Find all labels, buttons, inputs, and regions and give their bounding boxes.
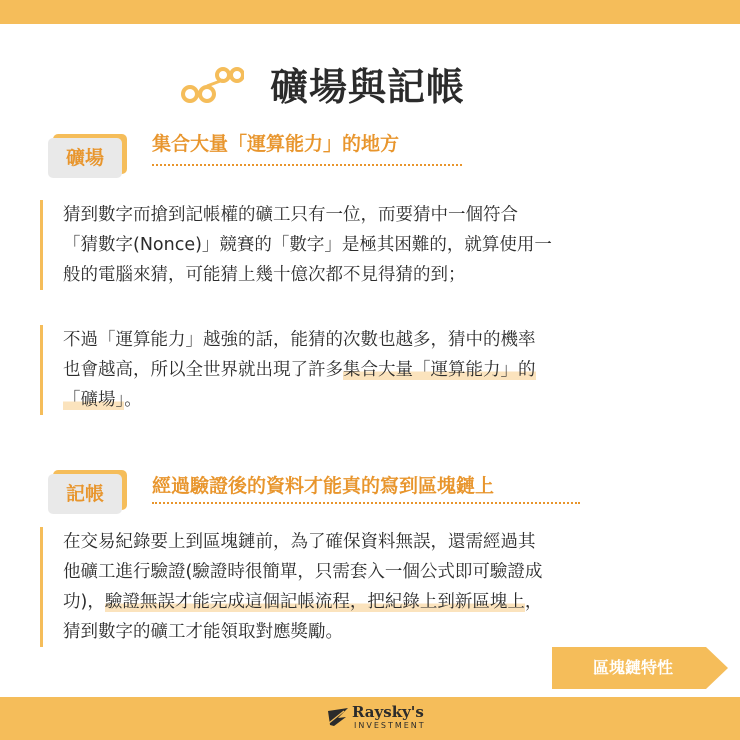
paragraph-mining-2 [40, 325, 730, 415]
text-segment: 功)， [63, 592, 105, 612]
section-subtitle-mining: 集合大量「運算能力」的地方 [152, 133, 400, 155]
brand-logo [326, 703, 426, 735]
text-line: 般的電腦來猜，可能猜上幾十億次都不見得猜的到； [63, 265, 466, 285]
paragraph-mining-1 [40, 200, 730, 290]
highlighted-text: 集合大量「運算能力」的 [343, 360, 536, 380]
feather-icon [326, 705, 350, 729]
text-line: 「猜數字(Nonce)」競賽的「數字」是極其困難的，就算使用一 [63, 235, 552, 255]
text-segment: 也會越高，所以全世界就出現了許多 [63, 360, 343, 380]
section-tag-label: 記帳 [65, 483, 104, 505]
text-line: 在交易紀錄要上到區塊鏈前，為了確保資料無誤，還需經過其 [63, 532, 536, 552]
brand-subtitle: INVESTMENT [354, 721, 426, 730]
paragraph-bookkeeping [40, 527, 730, 647]
next-topic-button[interactable] [552, 647, 728, 689]
chain-link-icon [178, 62, 244, 108]
section-tag-mining [48, 138, 122, 178]
section-tag-label: 礦場 [65, 147, 104, 169]
text-line: 猜到數字而搶到記帳權的礦工只有一位，而要猜中一個符合 [63, 205, 518, 225]
next-topic-label: 區塊鏈特性 [592, 658, 673, 677]
page-title: 礦場與記帳 [270, 65, 466, 109]
text-segment: 。 [124, 390, 142, 410]
text-segment: ， [524, 592, 543, 612]
section-tag-bookkeeping [48, 474, 122, 514]
text-line: 他礦工進行驗證(驗證時很簡單，只需套入一個公式即可驗證成 [63, 562, 543, 582]
top-accent-bar [0, 0, 740, 24]
text-line: 不過「運算能力」越強的話，能猜的次數也越多，猜中的機率 [63, 330, 536, 350]
brand-name: Raysky's [352, 703, 424, 721]
dotted-divider [152, 502, 580, 504]
section-subtitle-bookkeeping: 經過驗證後的資料才能真的寫到區塊鏈上 [152, 475, 495, 497]
text-line: 猜到數字的礦工才能領取對應獎勵。 [63, 622, 343, 642]
highlighted-text: 驗證無誤才能完成這個記帳流程，把紀錄上到新區塊上 [104, 592, 525, 612]
text-line [63, 385, 730, 415]
text-line [63, 355, 730, 385]
highlighted-text: 「礦場」 [63, 390, 125, 410]
text-line [63, 587, 730, 617]
dotted-divider [152, 164, 462, 166]
